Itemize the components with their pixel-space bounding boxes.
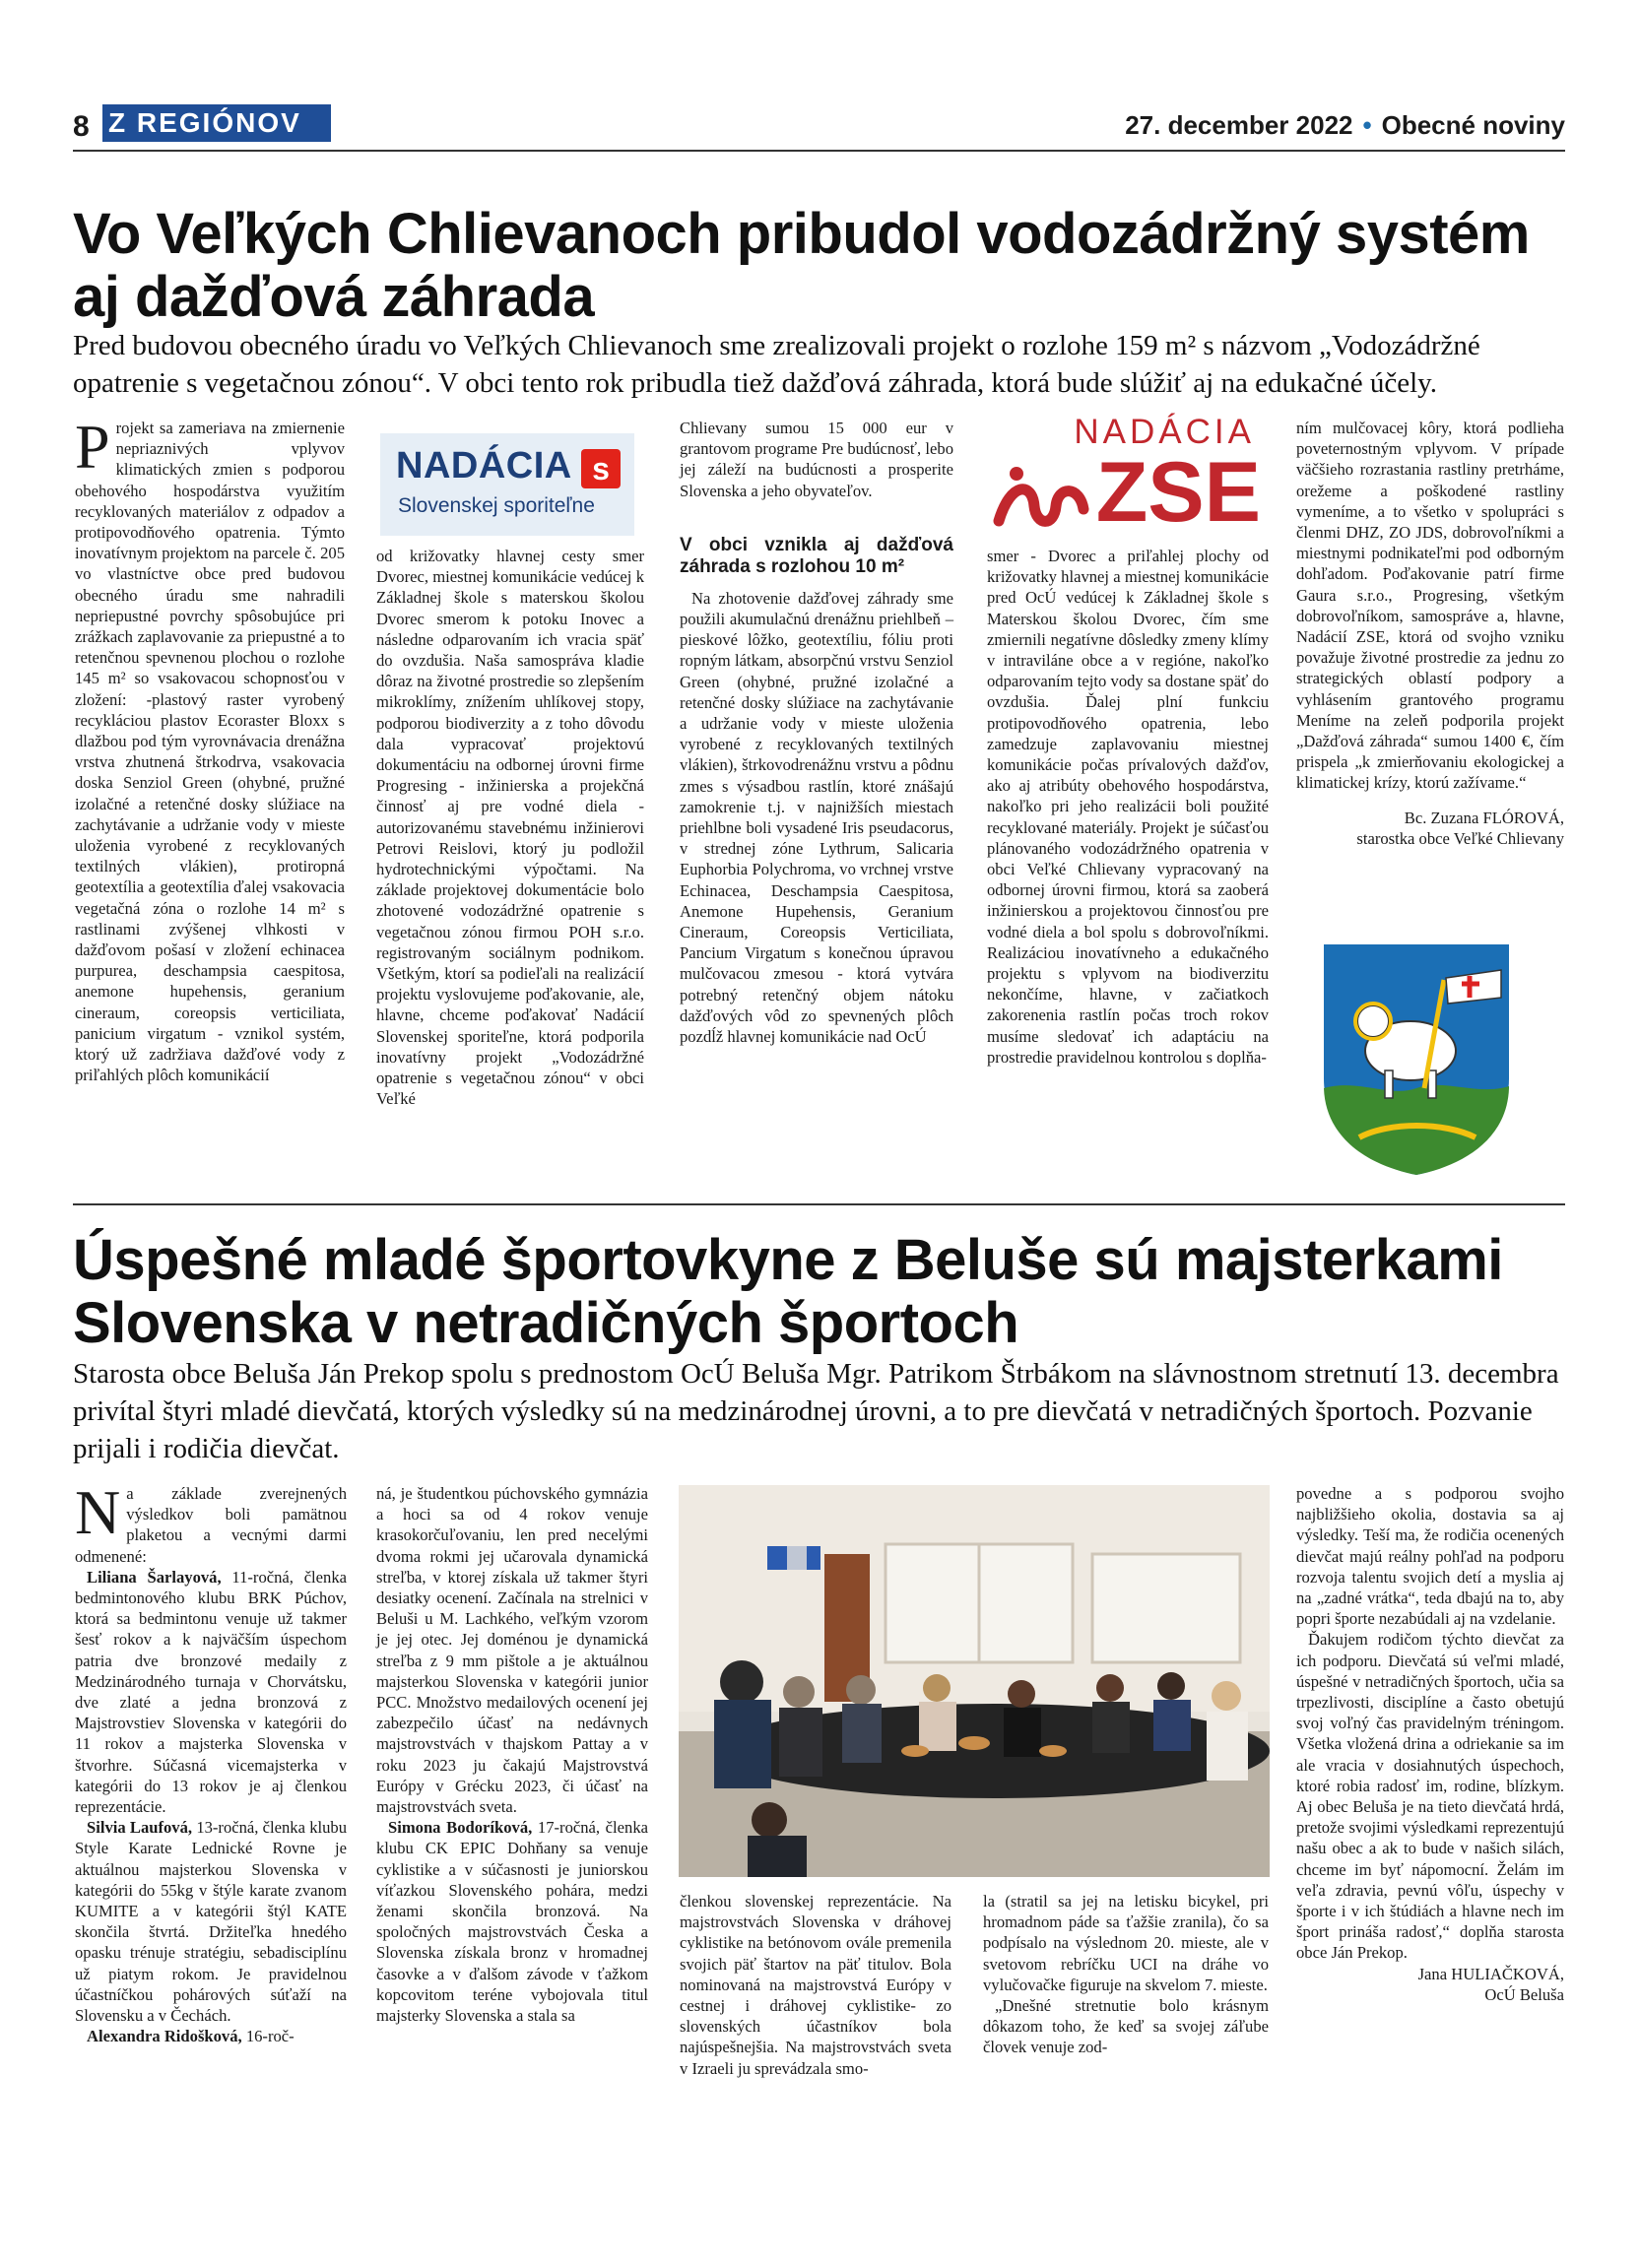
article2-column-4 (983, 1891, 1269, 2058)
article2-col2-p2: 17-ročná, členka klubu CK EPIC Dohňany sa venuje cyklistike a v súčasnosti je juniorskou víťazkou Slovenského pohára, medzi ženami skončila bronzová. Na spoločných majstrovstvách Česka a Slovenska získala bronz v hromadnej časovke a v ďalšom závode v ťažkom kopcovitom teréne vybojovala titul majsterky Slovenska a stala sa (376, 1818, 648, 2026)
article1-lead: Pred budovou obecného úradu vo Veľkých Chlievanoch sme zrealizovali projekt o rozlohe 159 m² s názvom „Vodozádržné opatrenie s vegetačnou zónou“. V obci tento rok pribudla tiež dažďová záhrada, ktorá bude slúžiť aj na edukačné účely. (73, 330, 1480, 399)
article-divider (73, 1203, 1565, 1205)
article1-signature-title: starostka obce Veľké Chlievany (1356, 828, 1564, 848)
sporitelna-s-icon: s (581, 449, 621, 488)
athlete-name-bodorikova: Simona Bodoríková, (388, 1818, 533, 1838)
article1-col5-text: ním mulčovacej kôry, ktorá podlieha poveternostným vplyvom. V prípade väčšieho rozrastania rastliny pretrháme, orežeme a poškodené rastliny vymeníme, a to všetko v spolupráci s členmi DHZ, ZO JDS, dobrovoľníkmi a miestnymi podnikateľmi pod odborným dohľadom. Poďakovanie patrí firme Gaura s.r.o., Progresing, všetkým dobrovoľníkom, samospráve a, hlavne, Nadácií ZSE, ktorá od svojho vzniku považuje životné prostredie za jednu zo strategických oblastí podpory a vyhlásením grantového programu Meníme na zeleň podporila projekt „Dažďová záhrada“ sumou 1400 €, čím prispela „k zmierňovaniu ekologickej a klimatickej krízy, ktorú zažívame.“ (1296, 419, 1564, 793)
article1-col2-text: od križovatky hlavnej cesty smer Dvorec, miestnej komunikácie vedúcej k Základnej škole s materskou školou Dvorec smerom k potoku Inovec a následne odparovaním ich vracia späť do ovzdušia. Naša samospráva kladie dôraz na životné prostredie so zlepšením mikroklímy, znížením uhlíkovej stopy, podporou biodiverzity a z toho dôvodu dala vypracovať projektovú dokumentáciu na odbornej úrovni firme Progresing - inžinierska a projekčná činnosť aj pre vodné diela - autorizovanému stavebnému inžinierovi Petrovi Reislovi, ktorý ju podložil hydrotechnickými výpočtami. Na základe projektovej dokumentácie bolo zhotovené vodozádržné opatrenie s vegetačnou zónou firmou POH s.r.o. registrovaným sociálnym podnikom. Všetkým, ktorí sa podieľali na realizácií projektu vyslovujeme poďakovanie, ale, hlavne, chceme poďakovať Nadácií Slovenskej sporiteľne, ktorá podporila inovatívny projekt „Vodozádržné opatrenie s vegetačnou zónou“ v obci Veľké (376, 547, 644, 1109)
article1-column-5 (1296, 418, 1564, 849)
article2-col4-p1: la (stratil sa jej na letisku bicykel, pri hromadnom páde sa ťažšie zranila), čo sa podpísalo na výslednom 20. mieste, ale v svetovom rebríčku UCI na dráhe vo vylučovačke figuruje na skvelom 7. mieste. (983, 1892, 1269, 1994)
article1-subheading: V obci vznikla aj dažďová záhrada s rozlohou 10 m² (680, 534, 953, 577)
issue-date: 27. december 2022 (1125, 110, 1353, 140)
issue-info (1125, 110, 1565, 141)
article1-headline (73, 203, 1570, 329)
article1-signature-name: Bc. Zuzana FLÓROVÁ, (1404, 808, 1564, 827)
article2-signature-title: OcÚ Beluša (1484, 1984, 1564, 2004)
article1-column-4 (987, 546, 1269, 1068)
article2-dropcap: N (75, 1477, 121, 1547)
zse-swirl-icon (993, 452, 1101, 541)
publication-name: Obecné noviny (1381, 110, 1565, 140)
article2-signature-name: Jana HULIAČKOVÁ, (1417, 1964, 1564, 1983)
nadacia-zse-logo (987, 409, 1273, 547)
article1-headline-line1: Vo Veľkých Chlievanoch pribudol vodozádržný systém (73, 202, 1530, 266)
article2-col5-p1: povedne a s podporou svojho najbližšieho okolia, dostavia sa aj výsledky. Teší ma, že rodičia ocenených dievčat majú reálny pohľad na podporu rozvoja talentu svojich detí a myslia aj na „zadné vrátka“, teda dbajú na to, aby popri športe nezabúdali aj na vzdelanie. (1296, 1484, 1564, 1629)
article2-headline-line2: Slovenska v netradičných športoch (73, 1291, 1019, 1355)
section-label: Z REGIÓNOV (102, 104, 331, 142)
article2-column-1 (75, 1477, 348, 2046)
article1-col3b-text: Na zhotovenie dažďovej záhrady sme použili akumulačnú drenážnu priehlbeň – pieskové lôžko, geotextíliu, fóliu proti ropným látkam, absorpčnú vrstvu Senziol Green (ohybné, pružné izolačné a retenčné dosky slúžiace na zachytávanie a udržanie vody v mieste uloženia vyrobené z recyklovaných textilných vlákien), štrkovodrenážnu vrstvu a pôdnu zmes s výsadbou rastlín, ktoré znášajú zamokrenie t.j. v najnižších miestach priehlbne boli vysadené Iris pseudacorus, v strednej zóne Lythrum, Salicaria Euphorbia Polychroma, vo vrchnej vrstve Echinacea, Deschampsia Caespitosa, Anemone Hupehensis, Geranium Cineraum, Coreopsis Verticiliata, Pancium Virgatum s konečnou úpravou mulčovacou zmesou - ktorá vytvára potrebný retenčný objem nátoku dažďových vôd zo spevnených plôch pozdĺž hlavnej komunikácie nad OcÚ (680, 588, 953, 1047)
article2-headline-line1: Úspešné mladé športovkyne z Beluše sú majsterkami (73, 1228, 1503, 1292)
article2-col3-text: členkou slovenskej reprezentácie. Na majstrovstvách Slovenska v dráhovej cyklistike na betónovom ovále premenila svojich päť štartov na päť titulov. Bola nominovaná na majstrovstvá Európy v cestnej i dráhovej cyklistike- zo slovenských účastníkov bola najúspešnejšia. Na majstrovstvách sveta v Izraeli ju sprevádzala smo- (680, 1892, 951, 2078)
article1-col1-text: rojekt sa zameriava na zmiernenie nepriaznivých vplyvov klimatických zmien s podporou obehového hospodárstva využitím recyklovaných materiálov z odpadov a protipovodňového opatrenia. Týmto inovatívnym projektom na parcele č. 205 vo vlastníctve obce pred budovou obecného úradu sme nahradili nepriepustné povrchy spôsobujúce pri zrážkach zaplavovanie za priepustné a to retenčnou spevnenou plochou o rozlohe 145 m² so vsakovacou schopnosťou v zložení: -plastový raster vyrobený recykláciou plastov Ecoraster Bloxx s dlažbou pod tým vyrovnávacia drenážna vrstva zhutnená štrkodrva, vsakovacia doska Senziol Green (ohybné, pružné izolačné a retenčné dosky slúžiace na zachytávanie a udržanie vody v mieste uloženia vyrobené z recyklovaných textilných vlákien), protiropná geotextília a geotextília ďalej vsakovacia vegetačná zóna o rozlohe 14 m² s rastlinami zvýšenej vlhkosti v dažďovom pošasí v zložení echinacea purpurea, deschampsia caespitosa, anemone hupehensis, geranium cineraum, coreopsis verticiliata, panicium virgatum - vznikol systém, ktorý už zadržiava dažďové vody z priľahlých plôch komunikácií (75, 419, 345, 1085)
article1-dropcap: P (75, 412, 110, 482)
article2-headline (73, 1229, 1570, 1355)
nadacia-logo-subtitle: Slovenskej sporiteľne (398, 494, 595, 517)
page-number: 8 (73, 110, 90, 143)
article2-column-2 (376, 1483, 648, 2026)
zse-logo-title: NADÁCIA (1074, 413, 1255, 451)
athlete-name-laufova: Silvia Laufová, (87, 1818, 193, 1838)
article1-column-3 (680, 418, 953, 1047)
separator-dot: • (1362, 110, 1372, 140)
athlete-name-ridoskova: Alexandra Ridošková, (87, 2027, 242, 2046)
nadacia-logo-title: NADÁCIA (396, 445, 572, 486)
article1-column-2 (376, 546, 644, 1109)
article2-col1-p1: 11-ročná, členka bedmintonového klubu BRK Púchov, ktorá sa bedmintonu venuje už takmer šesť rokov a k najväčším úspechom patria dve bronzové medaily z Medzinárodného turnaja v Chorvátsku, dve zlaté a jedna bronzová z Majstrovstiev Slovenska v kategórii do 11 rokov a majsterka Slovenska v štvorhre. Súčasná vicemajsterka v kategórii do 13 rokov je aj členkou reprezentácie. (75, 1567, 347, 1817)
article2-col2-p1: ná, je študentkou púchovského gymnázia a hoci sa od 4 rokov venuje krasokorčuľovaniu, len pred necelými dvoma rokmi jej učarovala dynamická streľba, v ktorej získala už takmer štyri desiatky ocenení. Začínala na strelnici v Beluši u M. Lachkého, veľkým vzorom je jej otec. Jej doménou je dynamická streľba z 9 mm pištole a je aktuálnou majsterkou Slovenska v kategórii junior PCC. Množstvo medailových ocenení jej zabezpečilo účasť na nedávnych majstrovstvách v thajskom Pattay a v roku 2023 ju čakajú Majstrovstvá Európy v Grécku 2023, či účasť na majstrovstvách sveta. (376, 1484, 648, 1817)
article2-col1-intro: a základe zverejnených výsledkov boli pamätnou plaketou a vecnými darmi odmenené: (75, 1484, 347, 1566)
header-rule (73, 150, 1565, 152)
zse-logo-name: ZSE (1095, 445, 1261, 540)
athlete-name-sarlayova: Liliana Šarlayová, (87, 1567, 222, 1587)
article2-lead: Starosta obce Beluša Ján Prekop spolu s prednostom OcÚ Beluša Mgr. Patrikom Štrbákom na slávnostnom stretnutí 13. decembra privítal štyri mladé dievčatá, ktorých výsledky sú na medzinárodnej úrovni, a to pre dievčatá v netradičných športoch. Pozvanie prijali i rodičia dievčat. (73, 1358, 1559, 1464)
coat-of-arms-veľke-chlievany (1320, 940, 1513, 1177)
article2-col1-p2: 13-ročná, členka klubu Style Karate Lednické Rovne je aktuálnou majsterkou Slovenska v kategórii do 55kg v štýle karate zvanom KUMITE a v kategórii štýl KATE skončila štvrtá. Držiteľka hnedého opasku trénuje stratégiu, sebadisciplínu už piatym rokom. Je pravidelnou účastníčkou pohárových súťaží na Slovensku a v Čechách. (75, 1818, 348, 2026)
article1-col3a-text: Chlievany sumou 15 000 eur v grantovom programe Pre budúcnosť, lebo jej záleží na budúcnosti a prosperite Slovenska a jeho obyvateľov. (680, 419, 953, 500)
article2-col1-p3: 16-roč- (245, 2027, 295, 2046)
nadacia-slovenskej-sporitelne-logo (380, 433, 634, 536)
article2-col5-p2: Ďakujem rodičom týchto dievčat za ich podporu. Dievčatá sú veľmi mladé, úspešné v netradičných športoch, učia sa trpezlivosti, disciplíne a často obetujú svoj voľný čas pravidelným tréningom. Všetka vložená drina a odriekanie sa im ale vracia v dosiahnutých úspechoch, ktoré robia radosť im, rodine, blízkym. Aj obec Beluša je na tieto dievčatá hrdá, pretože svojimi výsledkami reprezentujú našu obec a ak to bude v našich silách, chceme im byť nápomocní. Želám im veľa zdravia, pevnú vôľu, úspechy v športe i v ich štúdiách a hlavne nech im šport prináša radosť,“ doplňa starosta obce Ján Prekop. (1296, 1630, 1564, 1963)
article1-col4-text: smer - Dvorec a priľahlej plochy od križovatky hlavnej a miestnej komunikácie pred OcÚ vedúcej k Základnej škole s Materskou školou Dvorec, čím sme zmiernili negatívne dôsledky zmeny klímy v intraviláne obce a v regióne, nakoľko odparovaním tejto vody sa dostane späť do ovzdušia. Ďalej plní funkciu protipovodňového opatrenia, lebo zamedzuje zaplavovaniu miestnej komunikácie počas prívalových dažďov, ako aj atribúty obehového hospodárstva, nakoľko pri jeho realizácii boli použité recyklované materiály. Projekt je súčasťou plánovaného vodozádržného opatrenia v obci Veľké Chlievany vypracovaný na odbornej úrovni firmou, ktorá sa zaoberá inžinierskou a projektovou činnosťou pre vodné diela a bol spolu s dobrovoľníkmi. Realizáciou inovatívneho a edukačného projektu s vplyvom na biodiverzitu nekončíme, hlavne, v začiatkoch zakorenenia rastlín počas troch rokov musíme sledovať ich adaptáciu na prostredie pravidelnou kontrolou s doplňa- (987, 547, 1269, 1067)
article2-col4-p2: „Dnešné stretnutie bolo krásnym dôkazom toho, že keď sa svojej záľube človek venuje zod- (983, 1996, 1269, 2057)
meeting-photo (679, 1485, 1270, 1877)
article1-headline-line2: aj dažďová záhrada (73, 265, 595, 329)
article1-column-1 (75, 412, 345, 1086)
article2-column-5 (1296, 1483, 1564, 2005)
article2-column-3 (680, 1891, 951, 2079)
